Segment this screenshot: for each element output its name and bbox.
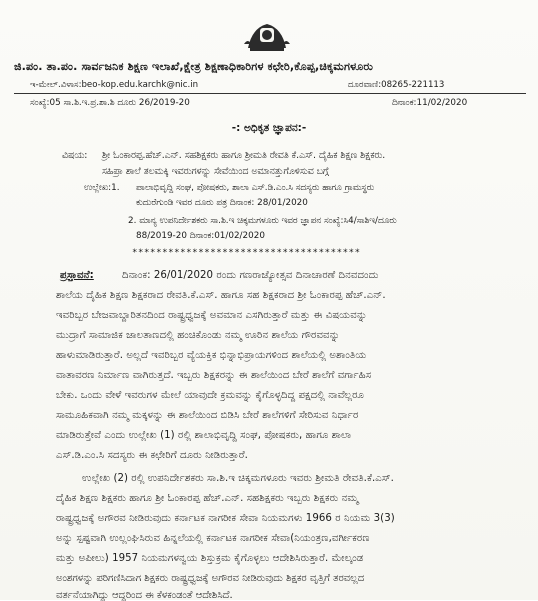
state-emblem-icon <box>242 18 292 54</box>
letterhead-phone: ದೂರವಾಣಿ:08265-221113 <box>348 80 445 90</box>
reference-2-line-1: 2. ಮಾನ್ಯ ಉಪನಿರ್ದೇಶಕರು ಸಾ.ಶಿ.ಇ ಚಿಕ್ಕಮಗಳೂರು ಇವರ ಜ್ಞಾಪನ ಸಂಖ್ಯೆ:ಸಿ4/ಸಾಶಿಇ/ದೂರು <box>128 216 397 226</box>
para1-line-7: ಸಾಮೂಹಿಕವಾಗಿ ನಮ್ಮ ಮಕ್ಕಳನ್ನು ಈ ಶಾಲೆಯಿಂದ ಬಿಡಿಸಿ ಬೇರೆ ಶಾಲೆಗಳಿಗೆ ಸೇರಿಸುವ ನಿರ್ಧಾರ <box>56 410 359 421</box>
para2-line-0: ಉಲ್ಲೇಖ (2) ರಲ್ಲಿ ಉಪನಿರ್ದೇಶಕರು ಸಾ.ಶಿ.ಇ ಚಿಕ್ಕಮಗಳೂರು ಇವರು ಶ್ರೀಮತಿ ರೇವತಿ.ಕೆ.ಎಸ್. <box>82 473 394 484</box>
subject-line-1: ಶ್ರೀ ಓಂಕಾರಪ್ಪ.ಹೆಚ್.ಎನ್. ಸಹಶಿಕ್ಷಕರು ಹಾಗೂ ಶ್ರೀಮತಿ ರೇವತಿ ಕೆ.ಎಸ್. ದೈಹಿಕ ಶಿಕ್ಷಣ ಶಿಕ್ಷಕರು. <box>102 150 386 161</box>
para2-line-2: ರಾಷ್ಟ್ರಧ್ವಜಕ್ಕೆ ಅಗೌರವ ನೀಡಿರುವುದು ಕರ್ನಾಟಕ ನಾಗರೀಕ ಸೇವಾ ನಿಯಮಗಳು 1966 ರ ನಿಯಮ 3(3) <box>56 513 395 524</box>
memo-heading: -: ಅಧಿಕೃತ ಜ್ಞಾಪನ:- <box>231 122 307 134</box>
reference-2-line-2: 88/2019-20 ದಿನಾಂಕ:01/02/2020 <box>136 231 265 241</box>
separator-stars: ************************************** <box>132 248 361 258</box>
letter-date: ದಿನಾಂಕ:11/02/2020 <box>392 98 468 108</box>
para1-line-2: ಇವರಿಬ್ಬರ ಬೇಜವಾಬ್ದಾರಿತನದಿಂದ ರಾಷ್ಟ್ರಧ್ವಜಕ್ಕೆ ಅವಮಾನ ಎಸಗಿರುತ್ತಾರೆ ಮತ್ತು ಈ ವಿಷಯವನ್ನು <box>56 310 368 321</box>
para1-line-9: ಎಸ್.ಡಿ.ಎಂ.ಸಿ ಸದಸ್ಯರು ಈ ಕಛೇರಿಗೆ ದೂರು ನೀಡಿರುತ್ತಾರೆ. <box>56 450 248 461</box>
header-divider <box>14 93 526 94</box>
para1-line-6: ಬೇಕು. ಒಂದು ವೇಳೆ ಇವರುಗಳ ಮೇಲೆ ಯಾವುದೇ ಕ್ರಮವನ್ನು ಕೈಗೊಳ್ಳದಿದ್ದ ಪಕ್ಷದಲ್ಲಿ ನಾವೆಲ್ಲರೂ <box>56 390 365 401</box>
para1-line-1: ಶಾಲೆಯ ದೈಹಿಕ ಶಿಕ್ಷಣ ಶಿಕ್ಷಕರಾದ ರೇವತಿ.ಕೆ.ಎಸ್. ಹಾಗೂ ಸಹ ಶಿಕ್ಷಕರಾದ ಶ್ರೀ ಓಂಕಾರಪ್ಪ ಹೆಚ್.ಎನ್. <box>56 290 386 301</box>
para2-line-4: ಮತ್ತು ಅಪೀಲು) 1957 ನಿಯಮಗಳನ್ವಯ ಶಿಸ್ತುಕ್ರಮ ಕೈಗೊಳ್ಳಲು ಆದೇಶಿಸಿರುತ್ತಾರೆ. ಮೇಲ್ಕಂಡ <box>56 553 364 564</box>
letterhead-title: ಜಿ.ಪಂ. ತಾ.ಪಂ. ಸಾರ್ವಜನಿಕ ಶಿಕ್ಷಣ ಇಲಾಖೆ,ಕ್ಷೇತ್ರ ಶಿಕ್ಷಣಾಧಿಕಾರಿಗಳ ಕಛೇರಿ,ಕೊಪ್ಪ,ಚಿಕ್ಕಮಗಳೂರು <box>14 60 373 73</box>
para1-line-0: ದಿನಾಂಕ: 26/01/2020 ರಂದು ಗಣರಾಜ್ಯೋತ್ಸವ ದಿನಾಚಾರಣೆ ದಿನವದಂದು <box>122 270 379 281</box>
subject-line-2: ಸಹಿಪ್ರಾ ಶಾಲೆ ತಲಮಕ್ಕಿ ಇವರುಗಳನ್ನು ಸೇವೆಯಿಂದ ಅಮಾನತ್ತುಗೊಳಿಸುವ ಬಗ್ಗೆ <box>102 166 329 177</box>
para2-line-5: ಅಂಶಗಳನ್ನು ಪರಿಗಣಿಸಿದಾಗ ಶಿಕ್ಷಕರು ರಾಷ್ಟ್ರಧ್ವಜಕ್ಕೆ ಅಗೌರವ ನೀಡಿರುವುದು ಶಿಕ್ಷಕರ ವೃತ್ತಿಗೆ ತರವಲ್ಲದ <box>56 573 365 584</box>
reference-number: ಸಂಖ್ಯೆ:05 ಸಾ.ಶಿ.ಇ.ಪ್ರ.ಶಾ.ಶಿ ದೂರು 26/2019-20 <box>30 98 190 108</box>
letterhead-email: ಇ-ಮೇಲ್.ವಿಳಾಸ:beo-kop.edu.karchk@nic.in <box>30 80 199 90</box>
para1-line-5: ವಾತಾವರಣ ನಿರ್ಮಾಣ ವಾಗಿರುತ್ತದೆ. ಇಬ್ಬರು ಶಿಕ್ಷಕರನ್ನು ಈ ಶಾಲೆಯಿಂದ ಬೇರೆ ಶಾಲೆಗೆ ವರ್ಗಾಹಿಸ <box>56 370 372 381</box>
para2-line-6: ವರ್ತನೆಯಾಗಿದ್ದು ಆದ್ದರಿಂದ ಈ ಕೆಳಕಂಡಂತೆ ಆದೇಶಿಸಿದೆ. <box>56 590 233 601</box>
para1-line-3: ಮುದ್ರಾಗೆ ಸಾಮಾಜಿಕ ಜಾಲತಾಣದಲ್ಲಿ ಹಂಚಿಕೊಂಡು ನಮ್ಮ ಊರಿನ ಶಾಲೆಯ ಗೌರವವನ್ನು <box>56 330 340 341</box>
preamble-label: ಪ್ರಸ್ತಾವನೆ: <box>60 270 94 281</box>
para1-line-4: ಹಾಳುಮಾಡಿರುತ್ತಾರೆ. ಅಲ್ಲದೆ ಇವರಿಬ್ಬರ ವ್ಯೆಯಕ್ತಿಕ ಭಿನ್ನಾಭಿಪ್ರಾಯಗಳಿಂದ ಶಾಲೆಯಲ್ಲಿ ಅಶಾಂತಿಯ <box>56 350 367 361</box>
reference-1-line-1: ಪಾಲಾಭಿವೃದ್ದಿ ಸಂಘ, ಪೋಷಕರು, ಶಾಲಾ ಎಸ್.ಡಿ.ಎಂ.ಸಿ ಸದಸ್ಯರು ಹಾಗೂ ಗ್ರಾಮಸ್ಥರು <box>136 183 375 193</box>
para1-line-8: ಮಾಡಿರುತ್ತೇವೆ ಎಂದು ಉಲ್ಲೇಖ (1) ರಲ್ಲಿ ಶಾಲಾಭಿವೃದ್ದಿ ಸಂಘ, ಪೋಷಕರು, ಹಾಗೂ ಶಾಲಾ <box>56 430 352 441</box>
references-label: ಉಲ್ಲೇಖ:1. <box>84 183 120 193</box>
para2-line-3: ಅನ್ನು ಸ್ಪಷ್ಟವಾಗಿ ಉಲ್ಲಂಘಿಸಿರುವ ಹಿನ್ನಲೆಯಲ್ಲಿ ಕರ್ನಾಟಕ ನಾಗರೀಕ ಸೇವಾ(ನಿಯಂತ್ರಣ,ವರ್ಗೀಕರಣ <box>56 533 370 544</box>
subject-label: ವಿಷಯ: <box>62 150 88 161</box>
para2-line-1: ದೈಹಿಕ ಶಿಕ್ಷಣ ಶಿಕ್ಷಕರು ಹಾಗೂ ಶ್ರೀ ಓಂಕಾರಪ್ಪ ಹೆಚ್.ಎನ್. ಸಹಶಿಕ್ಷಕರು ಇಬ್ಬರು ಶಿಕ್ಷಕರು ನಮ್ಮ <box>56 493 359 504</box>
reference-1-line-2: ಕುದುರೆಗುಂಡಿ ಇವರ ದೂರು ಪತ್ರ ದಿನಾಂಕ: 28/01/2020 <box>136 198 308 208</box>
